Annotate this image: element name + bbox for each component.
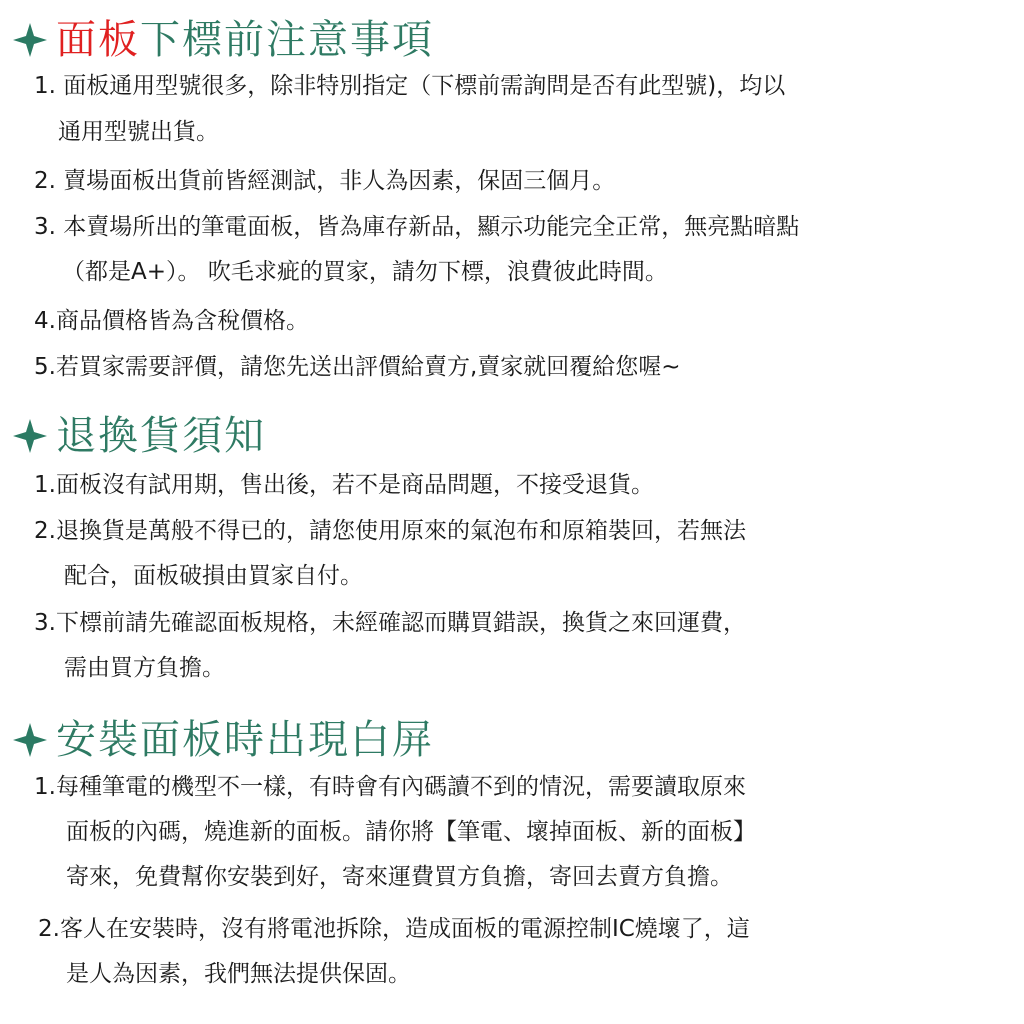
four-point-star-icon	[10, 720, 50, 760]
heading-title-accent: 面板	[56, 17, 140, 63]
heading-title-rest: 下標前注意事項	[140, 17, 434, 63]
notice-line: 3. 本賣場所出的筆電面板，皆為庫存新品，顯示功能完全正常，無亮點暗點	[34, 214, 800, 240]
four-point-star-icon	[10, 20, 50, 60]
notice-line: 5.若買家需要評價，請您先送出評價給賣方,賣家就回覆給您喔~	[34, 354, 681, 380]
notice-line: 面板的內碼，燒進新的面板。請你將【筆電、壞掉面板、新的面板】	[66, 819, 756, 845]
four-point-star-icon	[10, 416, 50, 456]
notice-line: 是人為因素，我們無法提供保固。	[66, 961, 411, 987]
heading-title: 安裝面板時出現白屏	[56, 717, 434, 763]
notice-line: 1.每種筆電的機型不一樣，有時會有內碼讀不到的情況，需要讀取原來	[34, 774, 746, 800]
notice-line: 通用型號出貨。	[58, 119, 219, 145]
notice-line: 2.退換貨是萬般不得已的，請您使用原來的氣泡布和原箱裝回，若無法	[34, 518, 746, 544]
notice-line: 1.面板沒有試用期，售出後，若不是商品問題，不接受退貨。	[34, 472, 654, 498]
heading-title	[56, 12, 434, 68]
notice-line: 3.下標前請先確認面板規格，未經確認而購買錯誤，換貨之來回運費，	[34, 610, 746, 636]
notice-line: 配合，面板破損由買家自付。	[64, 563, 363, 589]
notice-line: 2.客人在安裝時，沒有將電池拆除，造成面板的電源控制IC燒壞了，這	[38, 916, 750, 942]
section-heading-panel-notes	[10, 12, 434, 68]
notice-line: （都是A+）。 吹毛求疵的買家，請勿下標，浪費彼此時間。	[62, 259, 668, 285]
heading-title: 退換貨須知	[56, 413, 266, 459]
notice-line: 4.商品價格皆為含稅價格。	[34, 308, 309, 334]
notice-line: 需由買方負擔。	[64, 655, 225, 681]
section-heading-return-policy	[10, 408, 266, 464]
notice-line: 1. 面板通用型號很多，除非特別指定（下標前需詢問是否有此型號)，均以	[34, 73, 786, 99]
section-heading-white-screen	[10, 712, 434, 768]
notice-line: 2. 賣場面板出貨前皆經測試，非人為因素，保固三個月。	[34, 168, 616, 194]
notice-line: 寄來，免費幫你安裝到好，寄來運費買方負擔，寄回去賣方負擔。	[66, 864, 733, 890]
